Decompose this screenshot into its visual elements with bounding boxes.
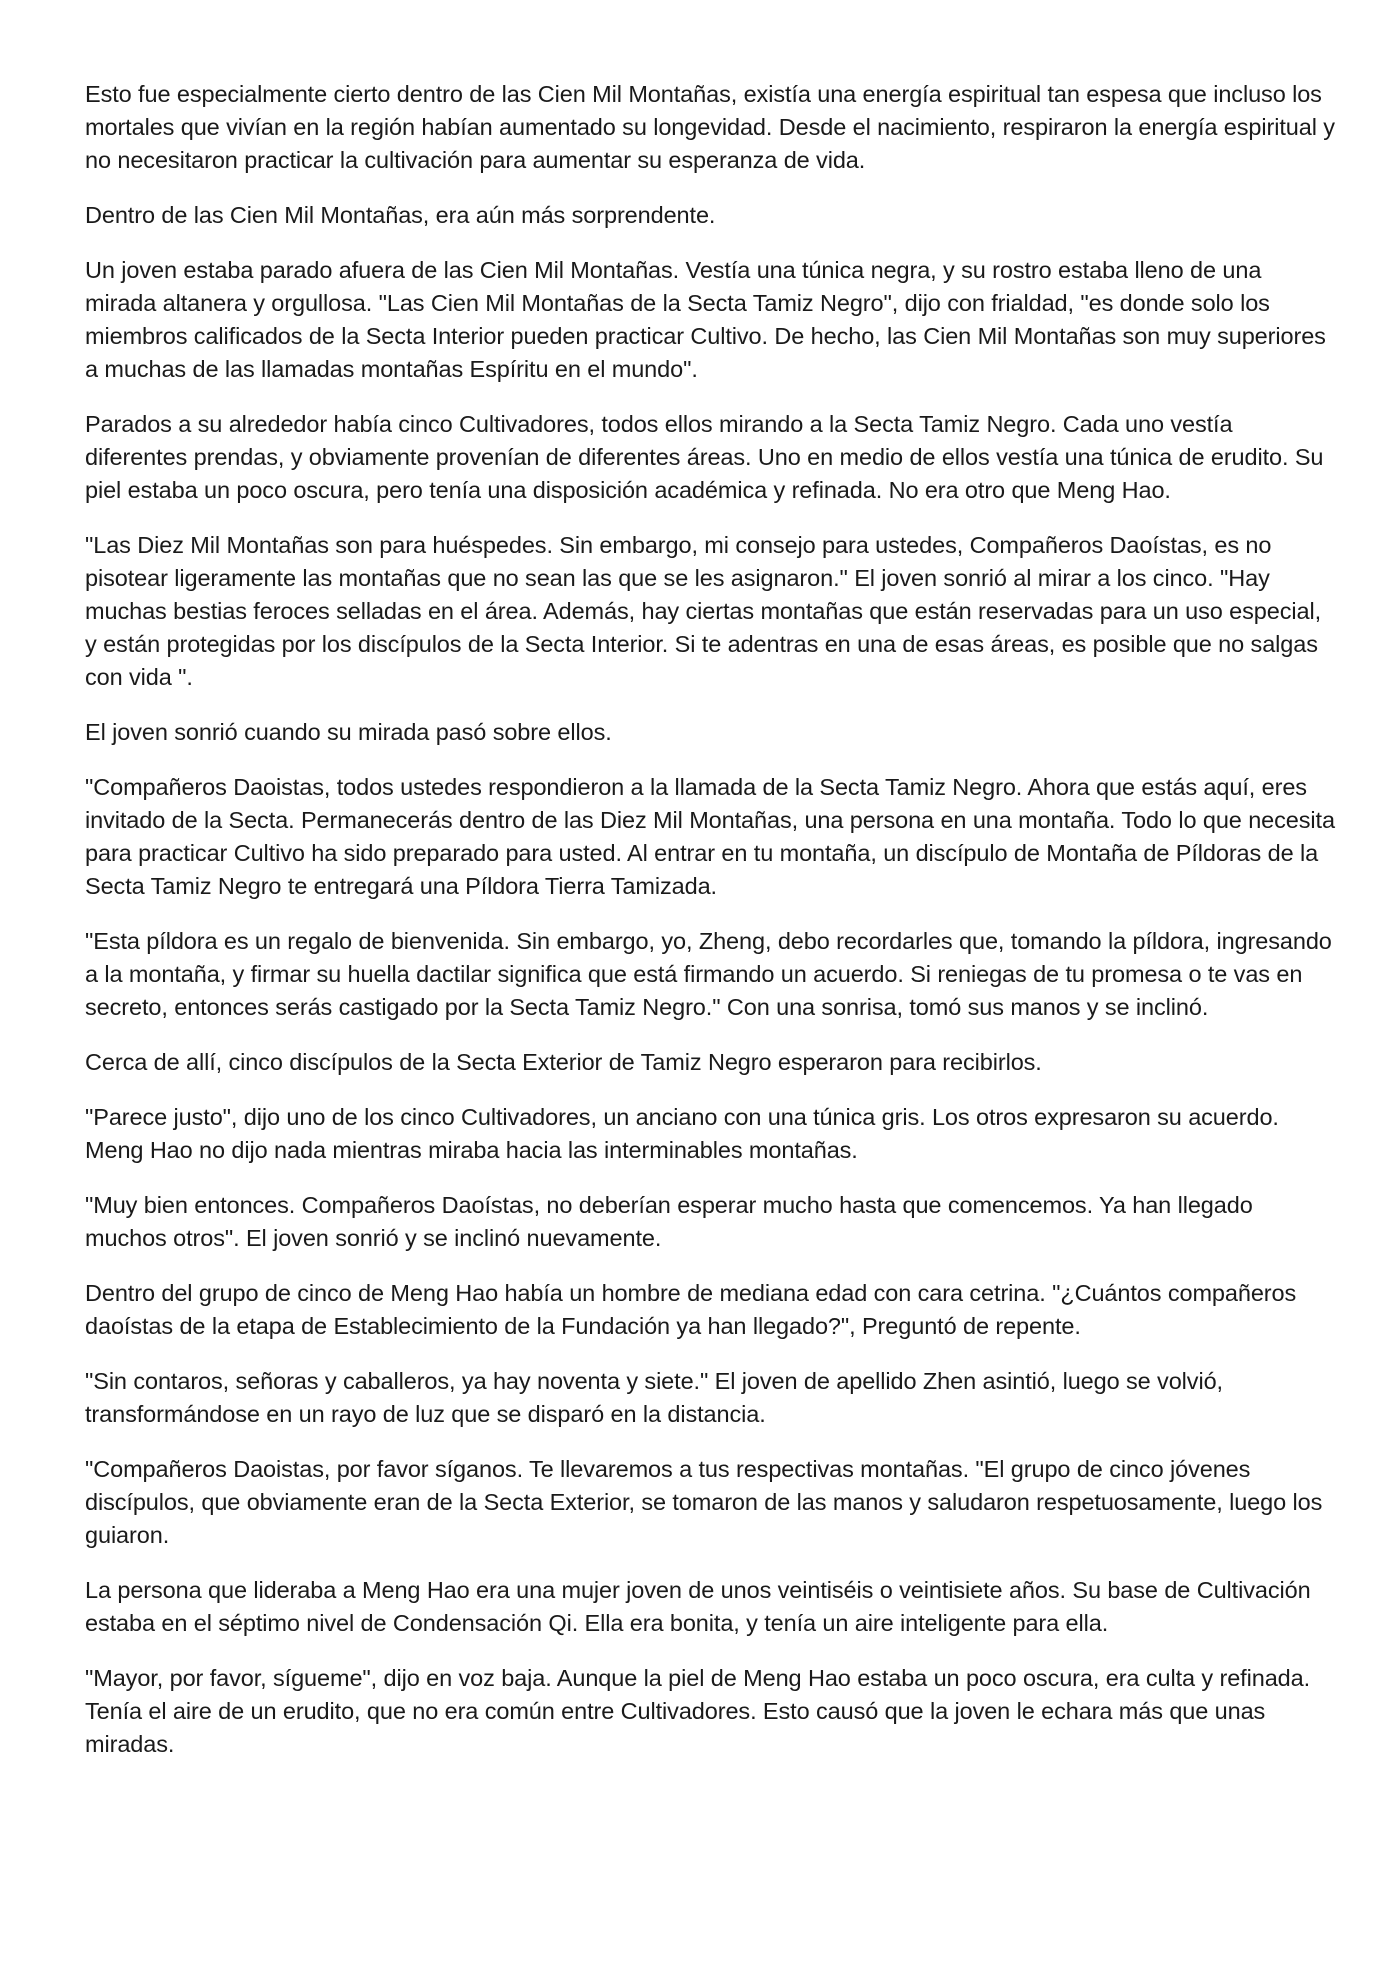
paragraph: "Muy bien entonces. Compañeros Daoístas, no deberían esperar mucho hasta que comencemos. Ya han llegado muchos otros". El joven sonrió y se inclinó nuevamente.	[85, 1192, 1253, 1251]
paragraph: "Sin contaros, señoras y caballeros, ya hay noventa y siete." El joven de apellido Zhen asintió, luego se volvió, transformándose en un rayo de luz que se disparó en la distancia.	[85, 1368, 1223, 1427]
document-body	[85, 78, 1335, 1783]
paragraph: "Compañeros Daoistas, todos ustedes respondieron a la llamada de la Secta Tamiz Negro. Ahora que estás aquí, eres invitado de la Secta. Permanecerás dentro de las Diez Mil Montañas, una persona en una montaña. Todo lo que necesita para practicar Cultivo ha sido preparado para usted. Al entrar en tu montaña, un discípulo de Montaña de Píldoras de la Secta Tamiz Negro te entregará una Píldora Tierra Tamizada.	[85, 774, 1335, 899]
paragraph: "Esta píldora es un regalo de bienvenida. Sin embargo, yo, Zheng, debo recordarles que, tomando la píldora, ingresando a la montaña, y firmar su huella dactilar significa que está firmando un acuerdo. Si reniegas de tu promesa o te vas en secreto, entonces serás castigado por la Secta Tamiz Negro." Con una sonrisa, tomó sus manos y se inclinó.	[85, 928, 1332, 1020]
paragraph: Dentro de las Cien Mil Montañas, era aún más sorprendente.	[85, 202, 716, 228]
paragraph: "Compañeros Daoistas, por favor síganos. Te llevaremos a tus respectivas montañas. "El grupo de cinco jóvenes discípulos, que obviamente eran de la Secta Exterior, se tomaron de las manos y saludaron respetuosamente, luego los guiaron.	[85, 1456, 1323, 1548]
paragraph: Un joven estaba parado afuera de las Cien Mil Montañas. Vestía una túnica negra, y su rostro estaba lleno de una mirada altanera y orgullosa. "Las Cien Mil Montañas de la Secta Tamiz Negro", dijo con frialdad, "es donde solo los miembros calificados de la Secta Interior pueden practicar Cultivo. De hecho, las Cien Mil Montañas son muy superiores a muchas de las llamadas montañas Espíritu en el mundo".	[85, 257, 1326, 382]
paragraph: "Mayor, por favor, sígueme", dijo en voz baja. Aunque la piel de Meng Hao estaba un poco oscura, era culta y refinada. Tenía el aire de un erudito, que no era común entre Cultivadores. Esto causó que la joven le echara más que unas miradas.	[85, 1665, 1311, 1757]
paragraph: Parados a su alrededor había cinco Cultivadores, todos ellos mirando a la Secta Tamiz Negro. Cada uno vestía diferentes prendas, y obviamente provenían de diferentes áreas. Uno en medio de ellos vestía una túnica de erudito. Su piel estaba un poco oscura, pero tenía una disposición académica y refinada. No era otro que Meng Hao.	[85, 411, 1324, 503]
paragraph: Esto fue especialmente cierto dentro de las Cien Mil Montañas, existía una energía espiritual tan espesa que incluso los mortales que vivían en la región habían aumentado su longevidad. Desde el nacimiento, respiraron la energía espiritual y no necesitaron practicar la cultivación para aumentar su esperanza de vida.	[85, 81, 1335, 173]
paragraph: Dentro del grupo de cinco de Meng Hao había un hombre de mediana edad con cara cetrina. "¿Cuántos compañeros daoístas de la etapa de Establecimiento de la Fundación ya han llegado?", Preguntó de repente.	[85, 1280, 1297, 1339]
paragraph: El joven sonrió cuando su mirada pasó sobre ellos.	[85, 719, 612, 745]
paragraph: "Parece justo", dijo uno de los cinco Cultivadores, un anciano con una túnica gris. Los otros expresaron su acuerdo. Meng Hao no dijo nada mientras miraba hacia las interminables montañas.	[85, 1104, 1279, 1163]
paragraph: La persona que lideraba a Meng Hao era una mujer joven de unos veintiséis o veintisiete años. Su base de Cultivación estaba en el séptimo nivel de Condensación Qi. Ella era bonita, y tenía un aire inteligente para ella.	[85, 1577, 1311, 1636]
paragraph: Cerca de allí, cinco discípulos de la Secta Exterior de Tamiz Negro esperaron para recibirlos.	[85, 1049, 1042, 1075]
paragraph: "Las Diez Mil Montañas son para huéspedes. Sin embargo, mi consejo para ustedes, Compañeros Daoístas, es no pisotear ligeramente las montañas que no sean las que se les asignaron." El joven sonrió al mirar a los cinco. "Hay muchas bestias feroces selladas en el área. Además, hay ciertas montañas que están reservadas para un uso especial, y están protegidas por los discípulos de la Secta Interior. Si te adentras en una de esas áreas, es posible que no salgas con vida ".	[85, 532, 1322, 690]
